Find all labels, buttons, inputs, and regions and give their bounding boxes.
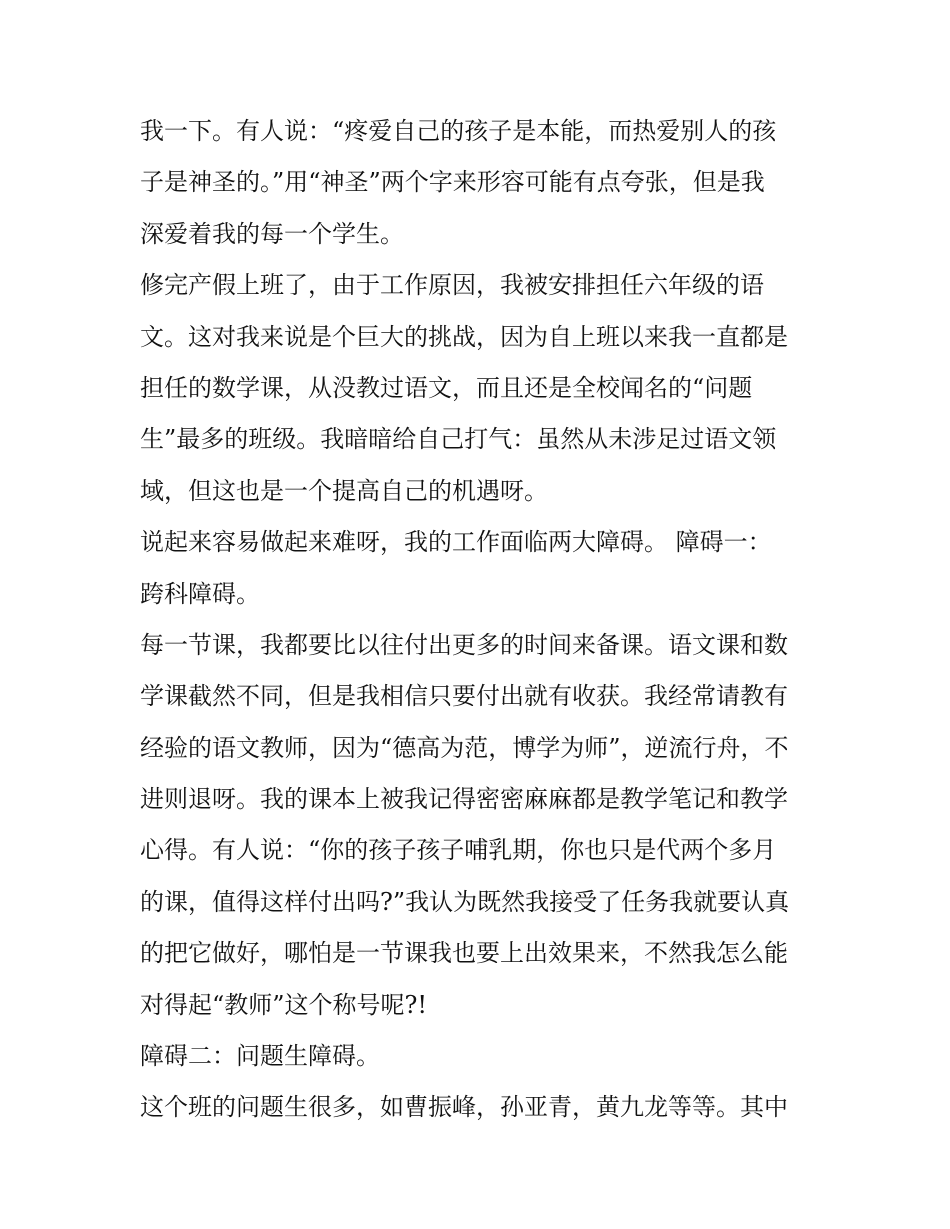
text-line: 的课，值得这样付出吗?”我认为既然我接受了任务我就要认真	[140, 887, 790, 916]
text-line: 生”最多的班级。我暗暗给自己打气：虽然从未涉足过语文领	[140, 425, 777, 454]
text-line: 对得起“教师”这个称号呢?!	[140, 990, 428, 1019]
text-line: 我一下。有人说：“疼爱自己的孩子是本能，而热爱别人的孩	[140, 117, 777, 145]
text-line: 经验的语文教师，因为“德高为范，博学为师”，逆流行舟，不	[140, 733, 789, 762]
text-line: 障碍二：问题生障碍。	[140, 1042, 380, 1071]
text-line: 心得。有人说：“你的孩子孩子哺乳期，你也只是代两个多月	[140, 836, 777, 865]
text-line: 域，但这也是一个提高自己的机遇呀。	[140, 476, 548, 505]
text-line: 子是神圣的。”用“神圣”两个字来形容可能有点夸张，但是我	[140, 168, 765, 197]
text-line: 修完产假上班了，由于工作原因，我被安排担任六年级的语	[140, 271, 764, 300]
text-line: 进则退呀。我的课本上被我记得密密麻麻都是教学笔记和教学	[140, 785, 788, 814]
text-line: 深爱着我的每一个学生。	[140, 219, 404, 248]
text-line: 跨科障碍。	[140, 579, 260, 608]
text-line: 每一节课，我都要比以往付出更多的时间来备课。语文课和数	[140, 630, 788, 659]
text-line: 文。这对我来说是个巨大的挑战，因为自上班以来我一直都是	[140, 322, 788, 351]
body-text	[140, 106, 830, 1134]
text-line: 说起来容易做起来难呀，我的工作面临两大障碍。 障碍一：	[140, 528, 772, 557]
text-line: 学课截然不同，但是我相信只要付出就有收获。我经常请教有	[140, 682, 788, 711]
text-line: 的把它做好，哪怕是一节课我也要上出效果来，不然我怎么能	[140, 939, 788, 968]
text-line: 担任的数学课，从没教过语文，而且还是全校闻名的“问题	[140, 373, 753, 402]
text-line: 这个班的问题生很多，如曹振峰，孙亚青，黄九龙等等。其中	[140, 1093, 788, 1122]
